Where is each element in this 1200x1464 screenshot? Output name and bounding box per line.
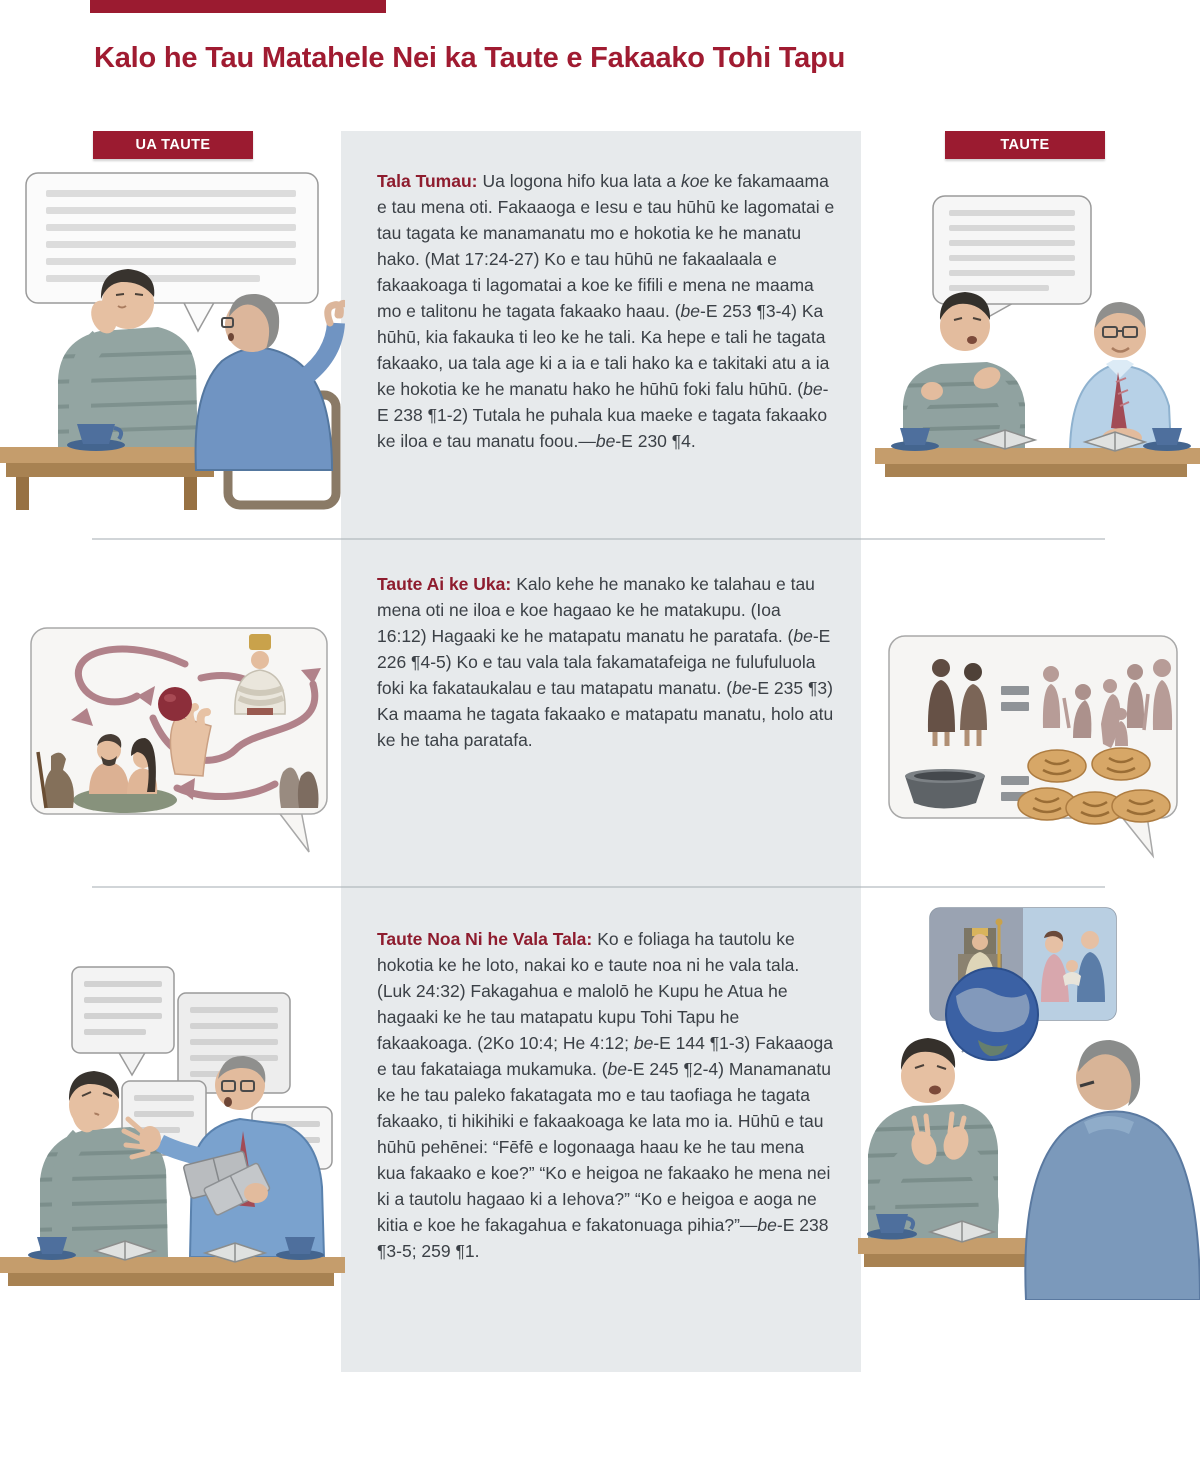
illustration-conductor-talking-too-much xyxy=(0,165,345,510)
illustration-simple-comparisons xyxy=(885,628,1190,860)
illustration-tangled-arrows-accounts xyxy=(25,622,340,857)
tip-lead: Tala Tumau: xyxy=(377,171,478,191)
speech-bubble-lines-icon xyxy=(72,967,174,1075)
badge-after: TAUTE xyxy=(945,131,1105,159)
globe-icon xyxy=(946,968,1038,1060)
row-divider-1 xyxy=(92,538,1105,540)
table xyxy=(875,448,1200,477)
page-title: Kalo he Tau Matahele Nei ka Taute e Fakaako Tohi Tapu xyxy=(94,42,846,74)
badge-before: UA TAUTE xyxy=(93,131,253,159)
illustration-student-heartfelt-expression xyxy=(858,900,1200,1300)
baby-figure xyxy=(1066,960,1078,972)
study-tip-paragraph-reach-heart xyxy=(377,926,835,1264)
red-top-bar xyxy=(90,0,386,13)
boat-icon xyxy=(905,769,985,809)
illustration-student-explaining xyxy=(875,190,1200,505)
study-tip-paragraph-main-points xyxy=(377,571,835,753)
illustration-overloading-information xyxy=(0,955,345,1320)
tip-lead: Taute Ai ke Uka: xyxy=(377,574,512,594)
student-young-man xyxy=(895,292,1035,450)
tip-body: Ua logona hifo kua lata a koe ke fakamaama e tau mena oti. Fakaaoga e Iesu e tau hūhū ke lagomatai e tau tagata ke manamanatu mo e hokotia ke he manatu hako. (Mat 17:24-27) Ko e tau hūhū ne fakaalaala e fakaakoaga ti lagomatai a koe ke fifili e mena ne maama mo e talitonu he tagata fakaako haau. (be-E 253 ¶3-4) Ka hūhū, kia fakauka ti leo ke he tali. Ka hepe e tali he tagata fakaako, ua tala age ki a ia e tali hako ka e takitaki atu a ia ke hokotia ke he manatu hako he hūhū foki falu hūhū. (be-E 238 ¶1-2) Tutala he puhala kua maeke e tagata fakaako ke iloa e tau manatu foou.—be-E 230 ¶4. xyxy=(377,171,835,451)
tip-body: Ko e foliaga ha tautolu ke hokotia ke he loto, nakai ko e taute noa ni he vala tala. (Luk 24:32) Fakagahua e malolō he Kupu he Atua he hagaaki ke he tau matapatu kupu Tohi Tapu he fakaakoaga. (2Ko 10:4; He 4:12; be-E 144 ¶1-3) Fakaaoga e tau fakataiaga mukamuka. (be-E 245 ¶2-4) Manamanatu ke he tau paleko fakatagata mo e tau taofiaga he tagata fakaako, ti hikihiki e fakaakoaga ke lata mo ia. Hūhū e tau hūhū pehēnei: “Fēfē e logonaaga haau ke he tau mena kua fakaako e koe?” “Ko e heigoa ne fakaako he mena nei ki a tautolu hagaao ki a Iehova?” “Ko e heigoa e aoga ne kitia e koe he fakagahua e fakatonuaga pihia?”—be-E 238 ¶3-5; 259 ¶1. xyxy=(377,929,833,1261)
picture-speech-bubble-icon xyxy=(930,908,1116,1060)
student-young-man xyxy=(858,1038,1008,1238)
table xyxy=(858,1238,1043,1267)
listening-older-man-back xyxy=(1025,1040,1200,1300)
row-divider-2 xyxy=(92,886,1105,888)
study-tip-paragraph-keep-it-brief xyxy=(377,168,835,454)
tip-body: Kalo kehe he manako ke talahau e tau mena oti ne iloa e koe hagaao ke he matakupu. (Ioa 16:12) Hagaaki ke he matapatu manatu he paratafa. (be-E 226 ¶4-5) Ko e tau vala tala fakamatafeiga ne fulufuluola foki ka fakataukalau e tau matapatu manatu. (be-E 235 ¶3) Ka maama he tagata fakaako e matapatu manatu, holo atu ke he taha paratafa. xyxy=(377,574,834,750)
table xyxy=(0,1257,345,1286)
tip-lead: Taute Noa Ni he Vala Tala: xyxy=(377,929,593,949)
conductor-older-man xyxy=(1070,302,1171,450)
speaker-older-man-back xyxy=(196,294,345,470)
